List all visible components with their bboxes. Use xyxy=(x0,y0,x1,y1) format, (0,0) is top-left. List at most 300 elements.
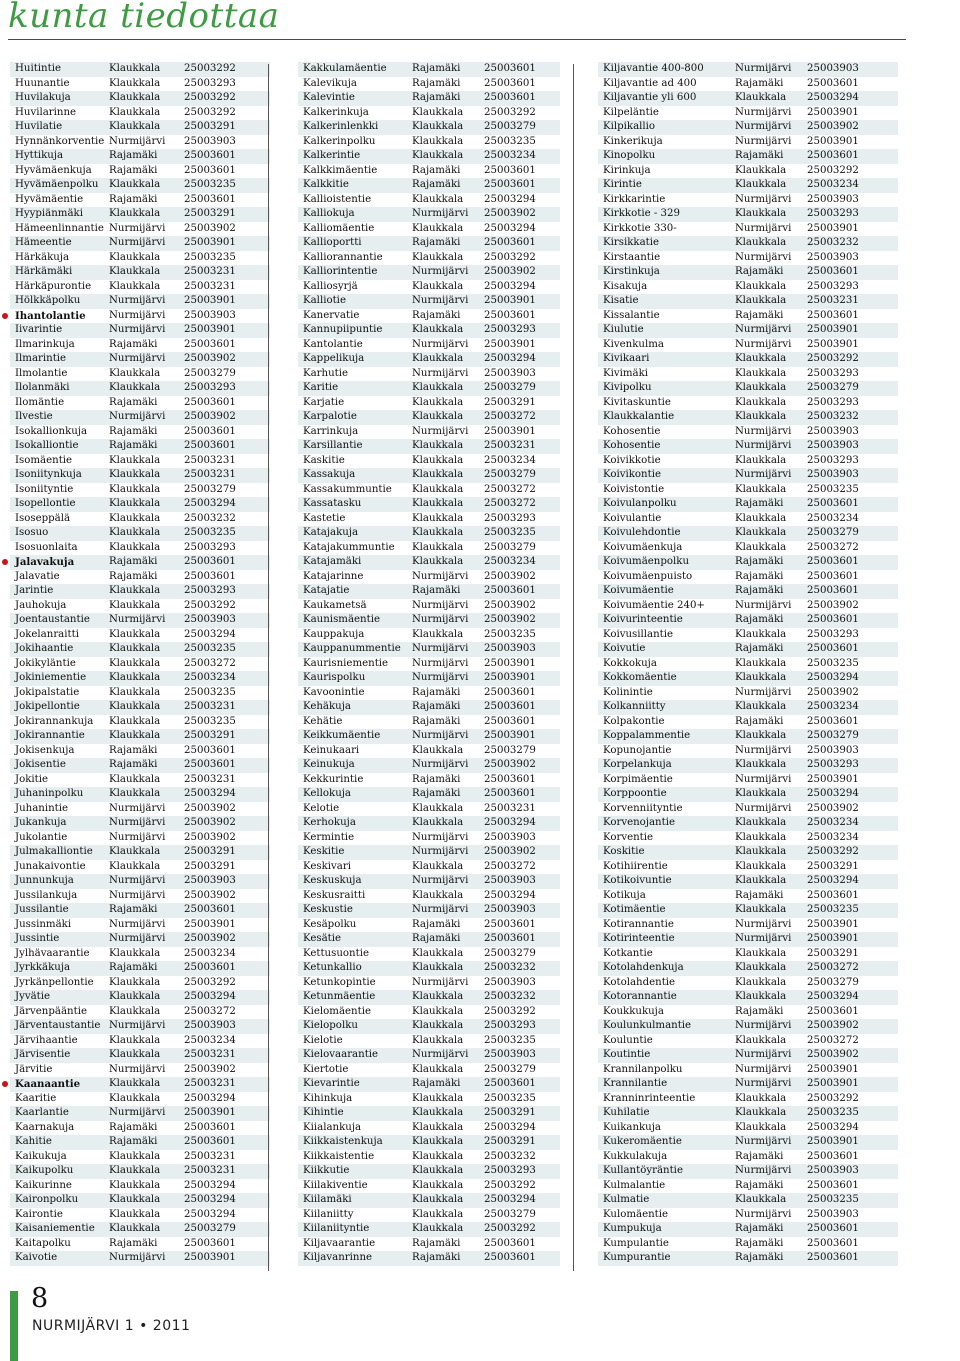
municipality-area: Rajamäki xyxy=(109,396,158,408)
list-item xyxy=(298,352,560,367)
municipality-area: Klaukkala xyxy=(412,1208,464,1220)
street-name: Kallioportti xyxy=(303,237,362,248)
postal-code: 25003901 xyxy=(484,672,536,683)
street-name: Kalevikuja xyxy=(303,77,357,89)
postal-code: 25003279 xyxy=(807,730,859,741)
street-name: Kappelikuja xyxy=(303,353,365,364)
list-item xyxy=(298,454,560,469)
postal-code: 25003601 xyxy=(807,614,859,625)
list-item xyxy=(598,1237,898,1252)
street-name: Jauhokuja xyxy=(15,599,67,611)
list-item xyxy=(298,816,560,831)
list-item xyxy=(10,831,270,846)
municipality-area: Rajamäki xyxy=(109,150,158,161)
street-name: Kiertotie xyxy=(303,1063,349,1075)
bullet-icon xyxy=(2,559,8,565)
municipality-area: Nurmijärvi xyxy=(412,1049,469,1060)
list-item xyxy=(298,338,560,353)
postal-code: 25003279 xyxy=(484,1063,536,1075)
street-name: Kassakuja xyxy=(303,469,356,480)
list-item xyxy=(298,773,560,788)
postal-code: 25003279 xyxy=(484,947,536,959)
list-item xyxy=(10,367,270,382)
postal-code: 25003601 xyxy=(184,759,236,770)
list-item xyxy=(298,367,560,382)
list-item xyxy=(10,497,270,512)
street-name: Kirkkotie 330- xyxy=(603,222,677,234)
postal-code: 25003272 xyxy=(484,860,536,872)
postal-code: 25003601 xyxy=(807,77,859,89)
list-item xyxy=(598,164,898,179)
postal-code: 25003903 xyxy=(807,251,859,263)
postal-code: 25003292 xyxy=(807,353,859,364)
postal-code: 25003601 xyxy=(807,570,859,582)
list-item xyxy=(10,1034,270,1049)
street-name: Hyypiänmäki xyxy=(15,208,83,219)
street-name: Koivulehdontie xyxy=(603,527,681,538)
list-item xyxy=(598,454,898,469)
municipality-area: Nurmijärvi xyxy=(412,672,469,683)
street-name: Kiljavantie 400-800 xyxy=(603,63,704,74)
postal-code: 25003279 xyxy=(484,469,536,480)
municipality-area: Nurmijärvi xyxy=(109,802,166,814)
postal-code: 25003901 xyxy=(807,1063,859,1075)
list-item xyxy=(298,1106,560,1121)
list-item xyxy=(298,1237,560,1252)
postal-code: 25003292 xyxy=(184,63,236,74)
street-name: Koivulantie xyxy=(603,512,662,524)
list-item xyxy=(10,178,270,193)
municipality-area: Nurmijärvi xyxy=(735,121,792,132)
list-item xyxy=(598,1077,898,1092)
street-name: Kranninrinteentie xyxy=(603,1092,696,1104)
list-item xyxy=(598,1005,898,1020)
municipality-area: Rajamäki xyxy=(109,1136,158,1147)
street-name: Kihinkuja xyxy=(303,1092,353,1104)
list-item xyxy=(598,1063,898,1078)
postal-code: 25003294 xyxy=(484,817,536,828)
street-name: Keskustie xyxy=(303,904,353,915)
postal-code: 25003601 xyxy=(184,164,236,176)
municipality-area: Klaukkala xyxy=(735,512,787,524)
street-name: Karjatie xyxy=(303,396,345,408)
street-name: Jussintie xyxy=(15,933,60,944)
postal-code: 25003235 xyxy=(184,715,236,727)
street-name: Kettusuontie xyxy=(303,947,369,959)
postal-code: 25003234 xyxy=(807,701,859,712)
municipality-area: Klaukkala xyxy=(735,208,787,219)
list-item xyxy=(598,628,898,643)
street-name: Kallioistentie xyxy=(303,193,372,205)
municipality-area: Klaukkala xyxy=(735,628,787,640)
street-name: Hyvämäenpolku xyxy=(15,179,99,190)
street-name: Jokipalstatie xyxy=(15,686,80,698)
street-list-column-3 xyxy=(598,62,898,1266)
postal-code: 25003601 xyxy=(807,556,859,567)
list-item xyxy=(598,236,898,251)
municipality-area: Klaukkala xyxy=(109,1194,161,1205)
municipality-area: Rajamäki xyxy=(109,904,158,915)
postal-code: 25003601 xyxy=(484,918,536,930)
postal-code: 25003601 xyxy=(184,425,236,437)
postal-code: 25003902 xyxy=(184,889,236,901)
list-item xyxy=(298,323,560,338)
street-name: Jokitie xyxy=(15,773,49,785)
street-name: Kaarnakuja xyxy=(15,1121,75,1133)
street-name: Karrinkuja xyxy=(303,425,359,437)
header-rule xyxy=(8,39,906,40)
list-item xyxy=(10,265,270,280)
postal-code: 25003902 xyxy=(807,686,859,698)
list-item xyxy=(298,497,560,512)
list-item xyxy=(10,1135,270,1150)
municipality-area: Nurmijärvi xyxy=(412,976,469,988)
postal-code: 25003601 xyxy=(807,1179,859,1191)
list-item xyxy=(298,990,560,1005)
municipality-area: Nurmijärvi xyxy=(735,440,792,451)
list-item xyxy=(598,309,898,324)
postal-code: 25003901 xyxy=(807,222,859,234)
list-item xyxy=(298,294,560,309)
municipality-area: Rajamäki xyxy=(109,193,158,205)
street-name: Härkäkuja xyxy=(15,251,70,263)
postal-code: 25003292 xyxy=(807,1092,859,1104)
street-name: Kalliotie xyxy=(303,295,346,306)
postal-code: 25003235 xyxy=(184,686,236,698)
postal-code: 25003903 xyxy=(484,976,536,988)
municipality-area: Klaukkala xyxy=(735,541,787,553)
municipality-area: Klaukkala xyxy=(412,1063,464,1075)
list-item xyxy=(598,396,898,411)
municipality-area: Klaukkala xyxy=(412,324,464,335)
municipality-area: Klaukkala xyxy=(412,744,464,756)
street-name: Katajatie xyxy=(303,585,350,596)
street-name: Kiilaniitty xyxy=(303,1208,354,1220)
municipality-area: Rajamäki xyxy=(412,585,461,596)
list-item xyxy=(10,454,270,469)
list-item xyxy=(10,294,270,309)
municipality-area: Klaukkala xyxy=(412,1005,464,1017)
municipality-area: Rajamäki xyxy=(109,962,158,973)
list-item xyxy=(10,280,270,295)
municipality-area: Nurmijärvi xyxy=(735,1063,792,1075)
postal-code: 25003235 xyxy=(807,657,859,669)
postal-code: 25003234 xyxy=(184,947,236,959)
list-item xyxy=(298,570,560,585)
municipality-area: Klaukkala xyxy=(109,947,161,959)
list-item xyxy=(298,396,560,411)
postal-code: 25003292 xyxy=(484,1179,536,1191)
municipality-area: Klaukkala xyxy=(109,1092,161,1104)
list-item xyxy=(10,381,270,396)
list-item xyxy=(598,149,898,164)
column-divider xyxy=(268,64,269,1271)
postal-code: 25003902 xyxy=(184,802,236,814)
list-item xyxy=(298,860,560,875)
street-name: Kirkkarintie xyxy=(603,193,666,205)
list-item xyxy=(598,976,898,991)
municipality-area: Klaukkala xyxy=(735,962,787,973)
list-item xyxy=(10,323,270,338)
list-item xyxy=(298,599,560,614)
street-name: Koivulanpolku xyxy=(603,498,677,509)
street-name: Koivurinteentie xyxy=(603,614,683,625)
list-item xyxy=(298,1251,560,1266)
postal-code: 25003901 xyxy=(184,918,236,930)
list-item xyxy=(298,787,560,802)
list-item xyxy=(10,918,270,933)
municipality-area: Nurmijärvi xyxy=(109,889,166,901)
street-name: Hölkkäpolku xyxy=(15,295,81,306)
postal-code: 25003272 xyxy=(184,1005,236,1017)
street-name: Korpelankuja xyxy=(603,759,672,770)
list-item xyxy=(10,309,270,324)
list-item xyxy=(10,77,270,92)
list-item xyxy=(598,657,898,672)
municipality-area: Klaukkala xyxy=(412,802,464,814)
street-name: Jokirannantie xyxy=(15,730,85,741)
postal-code: 25003601 xyxy=(184,440,236,451)
postal-code: 25003294 xyxy=(184,1208,236,1220)
postal-code: 25003231 xyxy=(184,701,236,712)
street-name: Kirkkotie - 329 xyxy=(603,208,680,219)
municipality-area: Nurmijärvi xyxy=(412,614,469,625)
list-item xyxy=(10,758,270,773)
street-name: Järvihaantie xyxy=(15,1034,78,1046)
municipality-area: Klaukkala xyxy=(109,280,161,292)
list-item xyxy=(598,294,898,309)
list-item xyxy=(10,468,270,483)
list-item xyxy=(598,91,898,106)
postal-code: 25003293 xyxy=(807,628,859,640)
street-name: Jokihaantie xyxy=(15,643,74,654)
postal-code: 25003601 xyxy=(484,1237,536,1249)
list-item xyxy=(10,541,270,556)
list-item xyxy=(298,251,560,266)
street-name: Jukankuja xyxy=(15,817,67,828)
municipality-area: Rajamäki xyxy=(109,556,158,567)
list-item xyxy=(10,1121,270,1136)
municipality-area: Nurmijärvi xyxy=(735,773,792,785)
list-item xyxy=(598,410,898,425)
municipality-area: Rajamäki xyxy=(735,889,784,901)
street-name: Kulomäentie xyxy=(603,1208,669,1220)
street-name: Järvitie xyxy=(15,1063,53,1075)
street-name: Hämeentie xyxy=(15,237,72,248)
postal-code: 25003901 xyxy=(184,295,236,306)
street-name: Kermintie xyxy=(303,831,355,843)
municipality-area: Klaukkala xyxy=(412,889,464,901)
street-name: Ketunkopintie xyxy=(303,976,376,988)
list-item xyxy=(298,628,560,643)
street-name: Kalkkimäentie xyxy=(303,164,378,176)
municipality-area: Klaukkala xyxy=(412,1092,464,1104)
street-name: Kiljavaarantie xyxy=(303,1237,376,1249)
street-name: Kotolahdentie xyxy=(603,976,676,988)
street-name: Koivumäenkuja xyxy=(603,541,683,553)
municipality-area: Rajamäki xyxy=(412,918,461,930)
street-name: Hämeenlinnantie xyxy=(15,222,104,234)
municipality-area: Klaukkala xyxy=(735,483,787,495)
postal-code: 25003903 xyxy=(184,1020,236,1031)
postal-code: 25003903 xyxy=(807,63,859,74)
municipality-area: Rajamäki xyxy=(735,1150,784,1162)
postal-code: 25003279 xyxy=(484,121,536,132)
municipality-area: Klaukkala xyxy=(412,280,464,292)
list-item xyxy=(298,1034,560,1049)
street-name: Kotirinteentie xyxy=(603,933,675,944)
list-item xyxy=(298,831,560,846)
street-name: Kaikupolku xyxy=(15,1165,74,1176)
street-name: Kolinintie xyxy=(603,686,653,698)
postal-code: 25003293 xyxy=(807,208,859,219)
street-name: Ilmarintie xyxy=(15,353,67,364)
municipality-area: Klaukkala xyxy=(735,976,787,988)
street-name: Joentaustantie xyxy=(15,614,90,625)
postal-code: 25003272 xyxy=(807,1034,859,1046)
municipality-area: Klaukkala xyxy=(412,498,464,509)
postal-code: 25003294 xyxy=(484,1194,536,1205)
street-name: Kihintie xyxy=(303,1107,344,1118)
postal-code: 25003901 xyxy=(484,338,536,350)
postal-code: 25003293 xyxy=(184,541,236,553)
street-name: Kiulutie xyxy=(603,324,644,335)
postal-code: 25003601 xyxy=(807,266,859,277)
street-name: Kaurispolku xyxy=(303,672,366,683)
list-item xyxy=(10,135,270,150)
list-item xyxy=(10,62,270,77)
postal-code: 25003901 xyxy=(807,1078,859,1089)
street-name: Isokalliontie xyxy=(15,440,79,451)
municipality-area: Nurmijärvi xyxy=(735,135,792,147)
list-item xyxy=(10,222,270,237)
municipality-area: Nurmijärvi xyxy=(109,1063,166,1075)
municipality-area: Klaukkala xyxy=(109,77,161,89)
municipality-area: Nurmijärvi xyxy=(735,744,792,756)
list-item xyxy=(598,584,898,599)
street-name: Kotorannantie xyxy=(603,991,677,1002)
postal-code: 25003235 xyxy=(807,904,859,915)
list-item xyxy=(10,584,270,599)
street-name: Hyvämäenkuja xyxy=(15,164,92,176)
municipality-area: Klaukkala xyxy=(412,1020,464,1031)
municipality-area: Nurmijärvi xyxy=(412,831,469,843)
municipality-area: Nurmijärvi xyxy=(735,425,792,437)
list-item xyxy=(10,439,270,454)
street-name: Kalkkitie xyxy=(303,179,349,190)
postal-code: 25003294 xyxy=(184,498,236,509)
municipality-area: Klaukkala xyxy=(735,831,787,843)
street-name: Kellokuja xyxy=(303,788,351,799)
street-name: Jokirannankuja xyxy=(15,715,94,727)
street-name: Kehätie xyxy=(303,715,343,727)
municipality-area: Klaukkala xyxy=(109,1179,161,1191)
postal-code: 25003601 xyxy=(807,498,859,509)
municipality-area: Rajamäki xyxy=(735,643,784,654)
postal-code: 25003291 xyxy=(184,846,236,857)
municipality-area: Klaukkala xyxy=(109,846,161,857)
postal-code: 25003294 xyxy=(184,991,236,1002)
municipality-area: Klaukkala xyxy=(109,686,161,698)
municipality-area: Klaukkala xyxy=(412,628,464,640)
municipality-area: Klaukkala xyxy=(735,991,787,1002)
municipality-area: Klaukkala xyxy=(735,730,787,741)
street-name: Junakaivontie xyxy=(15,860,86,872)
street-name: Koivutie xyxy=(603,643,646,654)
postal-code: 25003231 xyxy=(184,266,236,277)
postal-code: 25003272 xyxy=(807,541,859,553)
postal-code: 25003292 xyxy=(184,92,236,103)
municipality-area: Klaukkala xyxy=(735,295,787,306)
street-name: Koskitie xyxy=(603,846,645,857)
list-item xyxy=(598,1251,898,1266)
postal-code: 25003231 xyxy=(184,1150,236,1162)
postal-code: 25003292 xyxy=(484,1005,536,1017)
list-item xyxy=(298,62,560,77)
list-item xyxy=(10,338,270,353)
municipality-area: Nurmijärvi xyxy=(735,1136,792,1147)
street-name: Kaaritie xyxy=(15,1092,57,1104)
municipality-area: Klaukkala xyxy=(735,947,787,959)
list-item xyxy=(298,91,560,106)
list-item xyxy=(298,947,560,962)
street-name: Koutintie xyxy=(603,1049,651,1060)
street-name: Jussilankuja xyxy=(15,889,78,901)
postal-code: 25003601 xyxy=(184,570,236,582)
municipality-area: Nurmijärvi xyxy=(412,295,469,306)
street-name: Kalkerinpolku xyxy=(303,135,376,147)
street-name: Kirintie xyxy=(603,179,642,190)
list-item xyxy=(10,744,270,759)
postal-code: 25003234 xyxy=(807,179,859,190)
postal-code: 25003601 xyxy=(184,904,236,915)
postal-code: 25003903 xyxy=(184,135,236,147)
postal-code: 25003292 xyxy=(807,164,859,176)
postal-code: 25003294 xyxy=(484,193,536,205)
street-name: Kirinkuja xyxy=(603,164,651,176)
list-item xyxy=(10,903,270,918)
street-name: Kaukametsä xyxy=(303,599,367,611)
street-name: Kaironpolku xyxy=(15,1194,79,1205)
street-name: Koivikontie xyxy=(603,469,661,480)
street-name: Kotimäentie xyxy=(603,904,666,915)
municipality-area: Rajamäki xyxy=(412,92,461,103)
municipality-area: Klaukkala xyxy=(109,469,161,480)
list-item xyxy=(598,1179,898,1194)
municipality-area: Klaukkala xyxy=(412,1165,464,1176)
street-name: Katajakuja xyxy=(303,527,359,538)
street-name: Kiljavantie ad 400 xyxy=(603,77,697,89)
municipality-area: Nurmijärvi xyxy=(735,63,792,74)
list-item xyxy=(10,613,270,628)
postal-code: 25003601 xyxy=(484,1252,536,1263)
street-name: Juhaninpolku xyxy=(15,788,84,799)
street-name: Korppoontie xyxy=(603,788,667,799)
street-name: Kiilakiventie xyxy=(303,1179,368,1191)
municipality-area: Nurmijärvi xyxy=(735,324,792,335)
postal-code: 25003903 xyxy=(184,309,236,321)
list-item xyxy=(10,1237,270,1252)
list-item xyxy=(298,309,560,324)
postal-code: 25003291 xyxy=(184,730,236,741)
column-divider xyxy=(573,64,574,1271)
postal-code: 25003902 xyxy=(184,353,236,364)
list-item xyxy=(598,1164,898,1179)
list-item xyxy=(10,773,270,788)
list-item xyxy=(598,932,898,947)
list-item xyxy=(10,932,270,947)
street-name: Kalliorintentie xyxy=(303,266,378,277)
